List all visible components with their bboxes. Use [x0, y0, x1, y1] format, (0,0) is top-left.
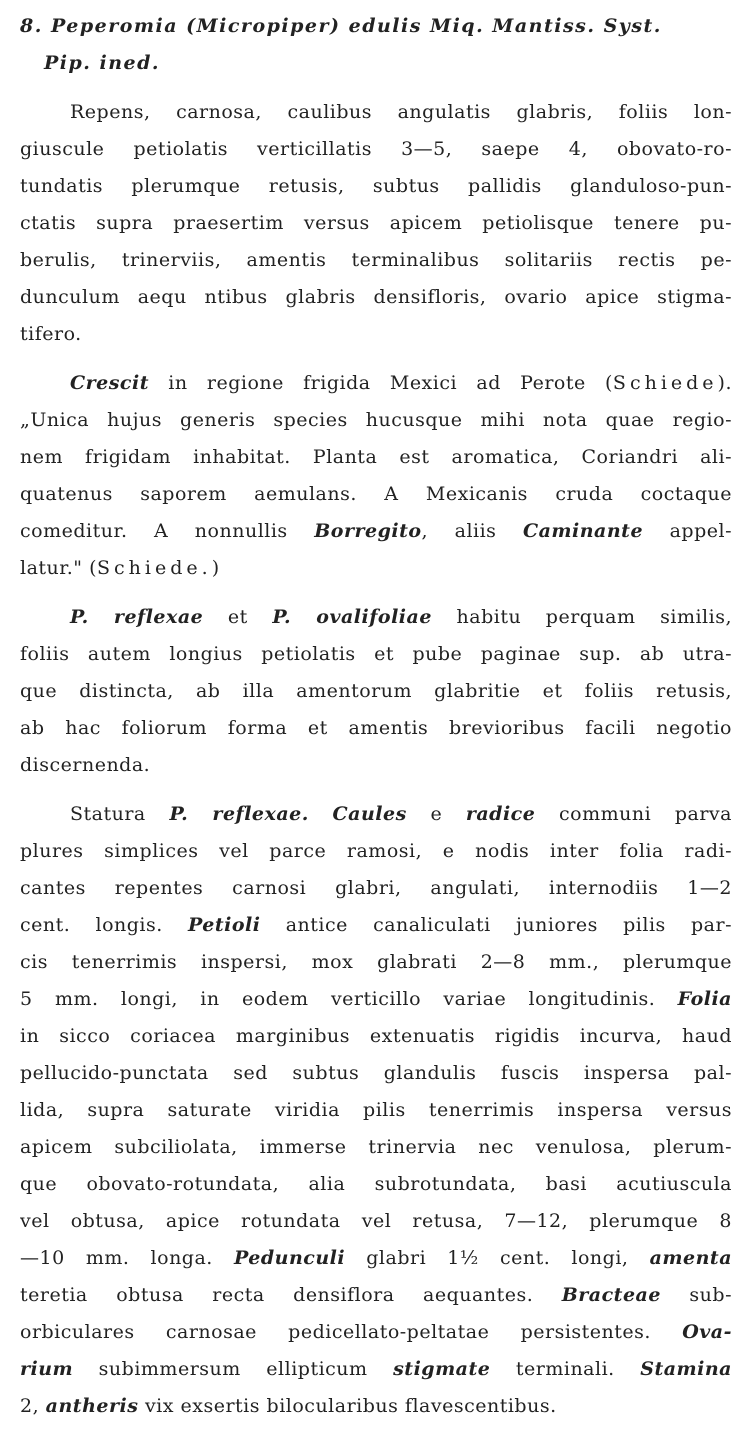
paragraph — [20, 365, 732, 587]
document-page — [20, 8, 732, 1425]
text-line — [20, 550, 732, 587]
text-line — [20, 402, 732, 439]
text-run: foliis autem longius petiolatis et pube paginae sup. ab utra- — [20, 643, 732, 665]
text-line — [20, 1277, 732, 1314]
text-run: teretia obtusa recta densiflora aequantes. — [20, 1284, 562, 1306]
text-run: cent. longis. — [20, 914, 189, 936]
paragraph-gap — [20, 353, 732, 365]
text-run: sub- — [660, 1284, 732, 1306]
text-run: vel obtusa, apice rotundata vel retusa, 7—12, plerumque 8 — [20, 1210, 732, 1232]
text-run: ab hac foliorum forma et amentis brevioribus facili negotio — [20, 717, 732, 739]
text-line — [20, 796, 732, 833]
text-line — [20, 1055, 732, 1092]
text-line — [20, 673, 732, 710]
emphasis: amenta — [649, 1247, 732, 1269]
text-run: 5 mm. longi, in eodem verticillo variae longitudinis. — [20, 988, 678, 1010]
body-text — [20, 94, 732, 1425]
emphasis: Folia — [677, 988, 732, 1010]
text-run: ) — [211, 557, 220, 579]
emphasis: stigmate — [393, 1358, 491, 1380]
text-line — [20, 1092, 732, 1129]
text-run: que obovato-rotundata, alia subrotundata, basi acutiuscula — [20, 1173, 732, 1195]
paragraph-gap — [20, 587, 732, 599]
spacer — [20, 82, 732, 94]
text-run: subimmersum ellipticum — [73, 1358, 394, 1380]
text-run: cis tenerrimis inspersi, mox glabrati 2—8 mm., plerumque — [20, 951, 732, 973]
emphasis: P. reflexae — [70, 606, 204, 628]
heading-line-2: Pip. ined. — [44, 52, 161, 74]
emphasis: Bracteae — [561, 1284, 661, 1306]
text-line — [20, 1314, 732, 1351]
text-line — [20, 1129, 732, 1166]
text-run: terminali. — [490, 1358, 641, 1380]
text-run: communi parva — [535, 803, 732, 825]
text-run: ctatis supra praesertim versus apicem petiolisque tenere pu- — [20, 212, 732, 234]
emphasis: P. reflexae. — [169, 803, 309, 825]
emphasis: Stamina — [640, 1358, 732, 1380]
text-run: , aliis — [421, 520, 523, 542]
text-line — [20, 168, 732, 205]
paragraph — [20, 599, 732, 784]
text-run: antice canaliculati juniores pilis par- — [260, 914, 732, 936]
text-run: 2, — [20, 1395, 46, 1417]
text-line — [20, 636, 732, 673]
text-run: berulis, trinerviis, amentis terminalibus solitariis rectis pe- — [20, 249, 732, 271]
text-run: in sicco coriacea marginibus extenuatis rigidis incurva, haud — [20, 1025, 732, 1047]
text-line — [20, 747, 732, 784]
text-run: tifero. — [20, 323, 82, 345]
text-run: Statura — [70, 803, 170, 825]
emphasis: antheris — [45, 1395, 139, 1417]
text-line — [20, 242, 732, 279]
text-run: nem frigidam inhabitat. Planta est aromatica, Coriandri ali- — [20, 446, 732, 468]
text-run: Repens, carnosa, caulibus angulatis glabris, foliis lon- — [70, 101, 732, 123]
text-line — [20, 710, 732, 747]
paragraph-gap — [20, 784, 732, 796]
text-line — [20, 1351, 732, 1388]
text-line — [20, 599, 732, 636]
text-line — [20, 1240, 732, 1277]
paragraph — [20, 94, 732, 353]
text-run: in regione frigida Mexici ad Perote ( — [148, 372, 613, 394]
text-line — [20, 365, 732, 402]
text-line — [20, 1388, 732, 1425]
text-run: comeditur. A nonnullis — [20, 520, 315, 542]
emphasis: P. ovalifoliae — [272, 606, 432, 628]
text-run: e — [406, 803, 466, 825]
text-run: apicem subciliolata, immerse trinervia nec venulosa, plerum- — [20, 1136, 732, 1158]
text-line — [20, 513, 732, 550]
text-line — [20, 870, 732, 907]
text-run: orbiculares carnosae pedicellato-peltatae persistentes. — [20, 1321, 683, 1343]
text-line — [20, 205, 732, 242]
emphasis: rium — [20, 1358, 74, 1380]
text-run: tundatis plerumque retusis, subtus pallidis glanduloso-pun- — [20, 175, 732, 197]
text-line — [20, 944, 732, 981]
emphasis: Pedunculi — [234, 1247, 346, 1269]
text-line — [20, 1018, 732, 1055]
emphasis: Schiede. — [97, 557, 212, 579]
text-run: „Unica hujus generis species hucusque mihi nota quae regio- — [20, 409, 732, 431]
emphasis: Caminante — [522, 520, 644, 542]
text-run: que distincta, ab illa amentorum glabritie et foliis retusis, — [20, 680, 732, 702]
text-line — [20, 833, 732, 870]
text-run: quatenus saporem aemulans. A Mexicanis cruda coctaque — [20, 483, 732, 505]
paragraph — [20, 796, 732, 1425]
text-line — [20, 439, 732, 476]
heading-line-1: 8. Peperomia (Micropiper) edulis Miq. Mantiss. Syst. — [20, 15, 662, 37]
text-run: et — [203, 606, 273, 628]
emphasis: radice — [465, 803, 536, 825]
text-run: vix exsertis bilocularibus flavescentibus. — [138, 1395, 557, 1417]
text-line — [20, 1203, 732, 1240]
text-line — [20, 94, 732, 131]
emphasis: Schiede — [612, 372, 718, 394]
text-run: lida, supra saturate viridia pilis tenerrimis inspersa versus — [20, 1099, 732, 1121]
text-run: glabri 1½ cent. longi, — [345, 1247, 650, 1269]
text-run: discernenda. — [20, 754, 151, 776]
text-line — [20, 907, 732, 944]
emphasis: Caules — [332, 803, 407, 825]
text-line — [20, 316, 732, 353]
emphasis: Petioli — [188, 914, 261, 936]
text-run: appel- — [643, 520, 732, 542]
text-run: pellucido-punctata sed subtus glandulis fuscis inspersa pal- — [20, 1062, 732, 1084]
text-run: habitu perquam similis, — [431, 606, 732, 628]
text-line — [20, 1166, 732, 1203]
emphasis: Crescit — [70, 372, 149, 394]
text-run: giuscule petiolatis verticillatis 3—5, saepe 4, obovato-ro- — [20, 138, 732, 160]
text-run: ). — [717, 372, 732, 394]
emphasis: Borregito — [314, 520, 422, 542]
text-run: —10 mm. longa. — [20, 1247, 234, 1269]
text-run: dunculum aequ ntibus glabris densifloris, ovario apice stigma- — [20, 286, 732, 308]
text-line — [20, 131, 732, 168]
text-line — [20, 981, 732, 1018]
text-run: cantes repentes carnosi glabri, angulati, internodiis 1—2 — [20, 877, 732, 899]
text-run — [309, 803, 333, 825]
text-run: plures simplices vel parce ramosi, e nodis inter folia radi- — [20, 840, 732, 862]
text-line — [20, 476, 732, 513]
text-line — [20, 279, 732, 316]
text-run: latur." ( — [20, 557, 98, 579]
emphasis: Ova- — [682, 1321, 732, 1343]
